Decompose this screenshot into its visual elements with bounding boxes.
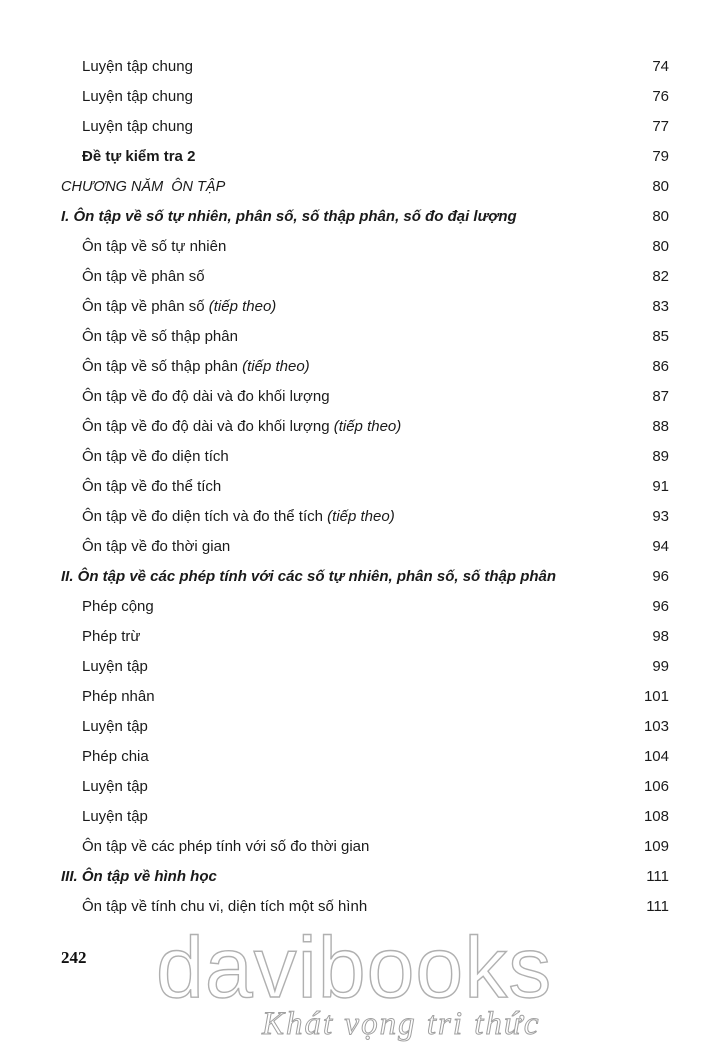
toc-chapter-title: CHƯƠNG NĂM ÔN TẬP	[61, 179, 226, 195]
watermark-tagline: Khát vọng tri thức	[262, 1006, 541, 1042]
toc-entry-page: 77	[652, 118, 669, 135]
toc-entry-page: 99	[652, 658, 669, 675]
toc-entry-title: Luyện tập	[82, 718, 148, 735]
toc-entry	[0, 262, 704, 292]
toc-entry-page: 82	[652, 268, 669, 285]
toc-entry	[0, 82, 704, 112]
toc-entry-title: Luyện tập	[82, 808, 148, 825]
toc-entry-page: 79	[652, 148, 669, 165]
toc-entry-title: Ôn tập về số thập phân	[82, 358, 238, 375]
toc-entry-page: 109	[643, 838, 669, 855]
toc-entry-note: (tiếp theo)	[327, 508, 395, 525]
toc-entry-page: 93	[652, 508, 669, 525]
toc-entry-page: 111	[646, 898, 669, 915]
toc-entry	[0, 232, 704, 262]
toc-entry-title: Ôn tập về phân số	[82, 268, 205, 285]
toc-entry	[0, 532, 704, 562]
toc-entry-page: 85	[652, 328, 669, 345]
toc-section-title: I. Ôn tập về số tự nhiên, phân số, số thập phân, số đo đại lượng	[61, 208, 517, 225]
toc-entry-note: (tiếp theo)	[242, 358, 310, 375]
toc-entry	[0, 652, 704, 682]
toc-entry	[0, 802, 704, 832]
toc-entry-title: Luyện tập chung	[82, 58, 193, 75]
toc-entry-title: Luyện tập chung	[82, 118, 193, 135]
toc-entry-title: Ôn tập về tính chu vi, diện tích một số hình	[82, 898, 368, 915]
toc-entry-page: 98	[652, 628, 669, 645]
toc-entry	[0, 772, 704, 802]
toc-entry-title: Ôn tập về đo thể tích	[82, 478, 222, 495]
toc-entry	[0, 442, 704, 472]
toc-entry-title-wrap	[82, 502, 395, 532]
toc-entry	[0, 832, 704, 862]
toc-entry	[0, 622, 704, 652]
toc-entry-page: 103	[643, 718, 669, 735]
toc-section-title: III. Ôn tập về hình học	[61, 868, 217, 885]
toc-entry-title: Phép chia	[82, 748, 149, 765]
toc-entry-page: 83	[652, 298, 669, 315]
toc-entry	[0, 472, 704, 502]
toc-entry-page: 74	[652, 58, 669, 75]
toc-entry-title: Luyện tập chung	[82, 88, 193, 105]
page-number: 242	[61, 948, 87, 967]
toc-entry-title-wrap	[82, 352, 310, 382]
toc-entry	[0, 892, 704, 922]
toc-entry	[0, 322, 704, 352]
toc-entry-note: (tiếp theo)	[333, 418, 402, 435]
toc-entry-page: 80	[652, 238, 669, 255]
toc-entry-title-wrap	[82, 292, 276, 322]
toc-entry-title: Luyện tập	[82, 658, 148, 675]
toc-entry	[0, 412, 704, 442]
toc-entry-title: Ôn tập về đo thời gian	[82, 538, 231, 555]
toc-entry-page: 88	[652, 418, 669, 435]
toc-entry-page: 80	[652, 178, 669, 195]
toc-section-heading	[0, 202, 704, 232]
toc-entry-page: 80	[652, 208, 669, 225]
toc-section-title: II. Ôn tập về các phép tính với các số tự nhiên, phân số, số thập phân	[61, 568, 557, 585]
toc-chapter-heading	[0, 172, 704, 202]
toc-entry-page: 96	[652, 598, 669, 615]
toc-entry-title: Đề tự kiểm tra 2	[82, 148, 196, 165]
toc-test-entry	[0, 142, 704, 172]
toc-entry	[0, 352, 704, 382]
toc-section-heading	[0, 862, 704, 892]
table-of-contents	[0, 52, 704, 922]
toc-entry-title: Phép trừ	[82, 628, 141, 645]
toc-entry-title: Ôn tập về đo diện tích	[82, 448, 229, 465]
toc-entry-title: Ôn tập về số thập phân	[82, 328, 238, 345]
toc-entry	[0, 742, 704, 772]
toc-entry-page: 87	[652, 388, 669, 405]
toc-section-heading	[0, 562, 704, 592]
toc-entry-title: Phép cộng	[82, 598, 154, 615]
toc-entry	[0, 502, 704, 532]
toc-entry-title: Luyện tập	[82, 778, 148, 795]
toc-entry	[0, 52, 704, 82]
toc-entry-page: 91	[652, 478, 669, 495]
toc-entry-title: Ôn tập về đo độ dài và đo khối lượng	[82, 418, 330, 435]
toc-entry-title: Ôn tập về các phép tính với số đo thời gian	[82, 838, 370, 855]
watermark-logo: davibooks	[156, 920, 553, 1016]
toc-entry	[0, 712, 704, 742]
toc-entry-title: Ôn tập về phân số	[82, 298, 205, 315]
toc-entry-title: Ôn tập về đo độ dài và đo khối lượng	[82, 388, 330, 405]
toc-entry-page: 86	[652, 358, 669, 375]
toc-entry-title: Ôn tập về đo diện tích và đo thể tích	[82, 508, 323, 525]
toc-entry-page: 104	[643, 748, 669, 765]
toc-entry-page: 101	[643, 688, 669, 705]
toc-entry-title: Ôn tập về số tự nhiên	[82, 238, 227, 255]
toc-entry	[0, 682, 704, 712]
toc-entry-page: 111	[646, 868, 669, 885]
toc-entry-title: Phép nhân	[82, 688, 155, 705]
toc-entry	[0, 292, 704, 322]
toc-entry	[0, 592, 704, 622]
toc-entry-page: 76	[652, 88, 669, 105]
toc-entry-note: (tiếp theo)	[208, 298, 277, 315]
toc-entry-page: 96	[652, 568, 669, 585]
toc-entry	[0, 382, 704, 412]
toc-entry-page: 89	[652, 448, 669, 465]
toc-entry-title-wrap	[82, 412, 401, 442]
toc-entry-page: 94	[652, 538, 669, 555]
toc-entry-page: 108	[643, 808, 669, 825]
toc-entry	[0, 112, 704, 142]
toc-entry-page: 106	[643, 778, 669, 795]
